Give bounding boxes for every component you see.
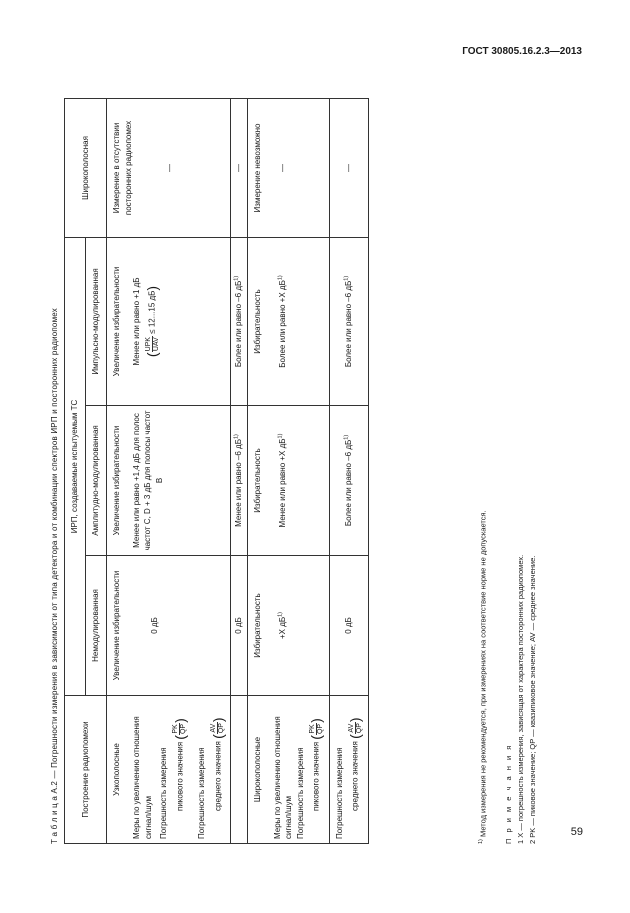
narrow-avg-spacer [230, 696, 247, 844]
narrow-peak-pulse-condition: ( UPK UAV ≤ 12...15 дБ) [144, 285, 161, 358]
page-number: 59 [570, 826, 583, 838]
narrow-label-err-2: Погрешность измерения [197, 747, 207, 839]
narrow-label-measure: Меры по увеличению отношения сигнал/шум [132, 716, 153, 839]
note-2: 2 PK — пиковое значение; QP — квазипиковое значение; AV — среднее значение. [528, 555, 537, 844]
header-am: Амплитудно-модулированная [86, 406, 107, 556]
narrow-measure-pulse: Увеличение избирательности [112, 266, 121, 377]
narrow-label-avg: среднего значения ( AV QP ) [209, 717, 226, 811]
cell [107, 556, 231, 696]
narrow-peak-am: Менее или равно +1,4 дБ для полос частот C, D + 3 дБ для полосы частот B [131, 410, 164, 551]
broad-measure-unmod: Избирательность [252, 593, 262, 658]
cell [247, 556, 329, 696]
narrow-peak-pulse: Менее или равно +1 дБ [131, 277, 141, 366]
section-narrowband: Узкополосные [107, 696, 128, 844]
header-broadband: Широкополосная [65, 98, 107, 237]
narrow-peak-unmod: 0 дБ [149, 617, 159, 634]
narrow-label-peak: пикового значения ( PK QP ) [171, 718, 188, 811]
broad-peak-broad: — [278, 163, 288, 172]
cell [247, 237, 329, 405]
narrow-avg-am: Менее или равно –6 $дБ^{1)}$ [230, 406, 247, 556]
broad-avg-broad: — [329, 98, 368, 237]
header-irp-group: ИРП, создаваемые испытуемым ТС [65, 237, 86, 695]
cell [107, 237, 231, 405]
broad-avg-pulse: Более или равно –6 $дБ^{1)}$ [329, 237, 368, 405]
broad-measure-pulse: Избирательность [252, 289, 262, 354]
narrow-label-err: Погрешность измерения [159, 747, 169, 839]
broad-peak-unmod: +X $дБ^{1)}$ [277, 611, 288, 640]
cell [247, 98, 329, 237]
broad-label-err-2: Погрешность измерения [334, 747, 344, 839]
standard-designation: ГОСТ 30805.16.2.3—2013 [462, 46, 582, 57]
rotated-page [50, 86, 552, 844]
broad-label-err: Погрешность измерения [295, 747, 305, 839]
rotated-content [50, 86, 552, 844]
narrow-measure-broad: Измерение в отсутствии посторонних радиопомех [112, 120, 133, 216]
section-broadband: Широкополосные [247, 696, 268, 844]
narrow-avg-broad: — [230, 98, 247, 237]
cell [107, 98, 231, 237]
broad-peak-am: Менее или равно +X $дБ^{1)}$ [277, 433, 288, 528]
broad-row-avg [329, 696, 368, 844]
broad-label-avg: среднего значения ( AV QP ) [347, 717, 364, 811]
narrow-avg-unmod: 0 дБ [230, 556, 247, 696]
broad-row-labels [268, 696, 330, 844]
cell [107, 406, 231, 556]
narrow-row-avg [192, 696, 230, 844]
header-unmodulated: Немодулированная [86, 556, 107, 696]
narrow-measure-unmod: Увеличение избирательности [112, 570, 121, 681]
broad-label-measure: Меры по увеличению отношения сигнал/шум [272, 716, 294, 839]
footnote: $^{1)}$ Метод измерения не рекомендуется, при измерениях на соответствие норме не допускается. [478, 510, 488, 844]
error-table [64, 98, 369, 844]
narrow-row-labels [127, 696, 192, 844]
broad-label-peak: пикового значения ( PK QP ) [308, 718, 325, 811]
notes-title: П р и м е ч а н и я [504, 743, 513, 844]
broad-avg-unmod: 0 дБ [329, 556, 368, 696]
cell [247, 406, 329, 556]
note-1: 1 X — погрешность измерения, зависящая от характера посторонних радиопомех. [516, 554, 525, 844]
broad-measure-broad: Измерение невозможно [252, 123, 262, 213]
narrow-measure-am: Увеличение избирательности [112, 425, 121, 536]
broad-avg-am: Более или равно –6 $дБ^{1)}$ [329, 406, 368, 556]
broad-peak-pulse: Более или равно +X $дБ^{1)}$ [277, 275, 288, 368]
broad-measure-am: Избирательность [252, 448, 262, 513]
table-caption: Т а б л и ц а А.2 — Погрешности измерения в зависимости от типа детектора и от комбинации спектров ИРП и посторонних радиопомех [50, 308, 59, 844]
header-pulse: Импульсно-модулированная [86, 237, 107, 405]
narrow-peak-broad: — [165, 163, 175, 172]
header-interference: Построение радиопомехи [65, 696, 107, 844]
narrow-avg-pulse: Более или равно –6 $дБ^{1)}$ [230, 237, 247, 405]
